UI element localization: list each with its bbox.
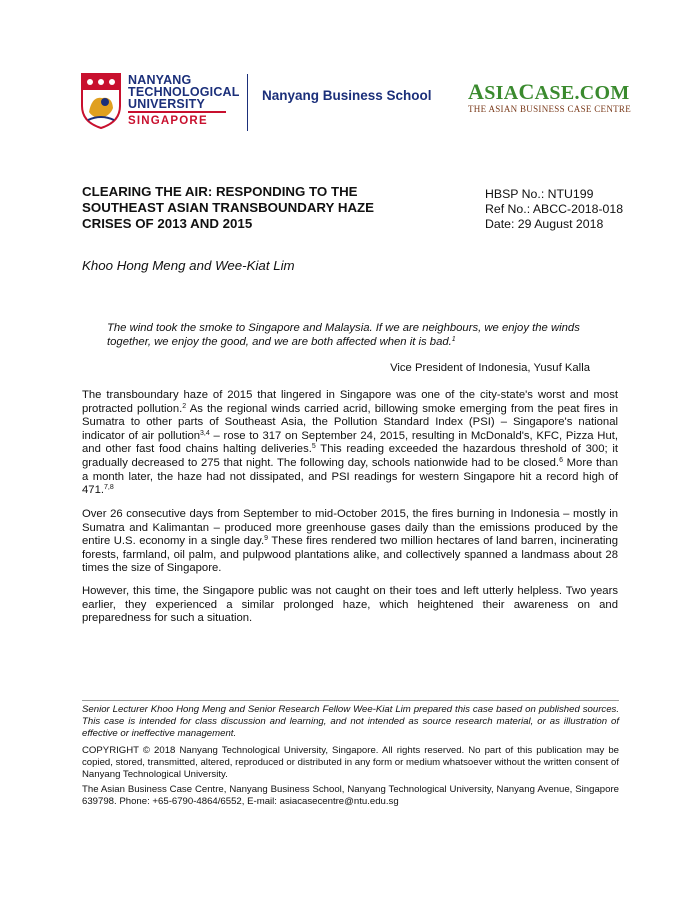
body-paragraph-3: However, this time, the Singapore public was not caught on their toes and left utterly helpless. Two years earlier, they experienced a similar prolonged haze, which heightened their awareness on and preparedness for such a situation.	[82, 585, 618, 625]
ntu-name-line2: TECHNOLOGICAL	[128, 85, 240, 99]
epigraph-quote: The wind took the smoke to Singapore and Malaysia. If we are neighbours, we enjoy the winds together, we enjoy the good, and we are both affected when it is bad.$^1$	[107, 322, 580, 348]
footnote-ref: 6	[559, 456, 563, 464]
hbsp-number: HBSP No.: NTU199	[485, 187, 594, 201]
footer-address: The Asian Business Case Centre, Nanyang Business School, Nanyang Technological University, Nanyang Avenue, Singapore 639798. Phone: +65-6790-4864/6552, E-mail: asiacasecentre@ntu.edu.sg	[82, 784, 619, 808]
asiacase-tagline: THE ASIAN BUSINESS CASE CENTRE	[468, 104, 632, 114]
logo-divider	[247, 74, 248, 131]
case-title: CLEARING THE AIR: RESPONDING TO THE SOUTHEAST ASIAN TRANSBOUNDARY HAZE CRISES OF 2013 AND 2015	[82, 184, 375, 231]
body-paragraph-2: Over 26 consecutive days from September to mid-October 2015, the fires burning in Indonesia – mostly in Sumatra and Kalimantan – produced more greenhouse gases daily than the emissions produced by the entire U.S. economy in a single day.$^9$ These fires rendered two million hectares of land barren, incinerating forests, farmland, oil palm, and pulpwood plantations alike, and collectively spanned a landmass about 28 times the size of Singapore.	[82, 508, 618, 575]
quote-attribution: Vice President of Indonesia, Yusuf Kalla	[390, 362, 590, 374]
ref-number: Ref No.: ABCC-2018-018	[485, 202, 624, 216]
ntu-name-singapore: SINGAPORE	[128, 115, 208, 127]
case-meta	[485, 187, 623, 232]
footnote-ref: 2	[182, 402, 187, 410]
footer-copyright: COPYRIGHT © 2018 Nanyang Technological University, Singapore. All rights reserved. No part of this publication may be copied, stored, transmitted, altered, reproduced or distributed in any form or medium whatsoever without the written consent of Nanyang Technological University.	[82, 745, 619, 781]
ntu-logo	[80, 72, 250, 138]
ntu-red-divider	[128, 111, 226, 113]
footnote-ref: 9	[264, 535, 269, 543]
footer-divider	[82, 700, 619, 701]
business-school-name: Nanyang Business School	[262, 88, 432, 103]
ntu-name-line3: UNIVERSITY	[128, 97, 206, 111]
case-date: Date: 29 August 2018	[485, 217, 604, 231]
asiacase-wordmark: ASIACASE.COM	[468, 79, 630, 104]
footer-note: Senior Lecturer Khoo Hong Meng and Senior Research Fellow Wee-Kiat Lim prepared this case based on published sources. This case is intended for class discussion and learning, and not intended as source research material, or as illustration of effective or ineffective management.	[82, 704, 619, 740]
ntu-name-line1: NANYANG	[128, 73, 192, 87]
footnote-ref: 5	[311, 443, 316, 451]
footnote-ref: 7,8	[104, 484, 114, 492]
authors: Khoo Hong Meng and Wee-Kiat Lim	[82, 258, 295, 273]
body-paragraph-1: The transboundary haze of 2015 that lingered in Singapore was one of the city-state's worst and most protracted pollution.$^2$ As the regional winds carried acrid, billowing smoke emerging from the peat fires in Sumatra to other parts of Southeast Asia, the Pollution Standard Index (PSI) – Singapore's national indicator of air pollution$^{3,4}$ – rose to 317 on September 24, 2015, resulting in McDonald's, KFC, Pizza Hut, and other fast food chains halting deliveries.$^5$ This reading exceeded the hazardous threshold of 300; it gradually decreased to 275 that night. The following day, schools nationwide had to be closed.$^6$ More than a month later, the haze had not dissipated, and PSI readings for western Singapore hit a record high of 471.$^{7,8}$	[82, 389, 619, 497]
footnote-ref: 3,4	[200, 429, 210, 437]
ntu-crest-icon	[80, 72, 122, 130]
asiacase-logo	[468, 79, 632, 114]
footnote-ref: 1	[451, 335, 456, 343]
